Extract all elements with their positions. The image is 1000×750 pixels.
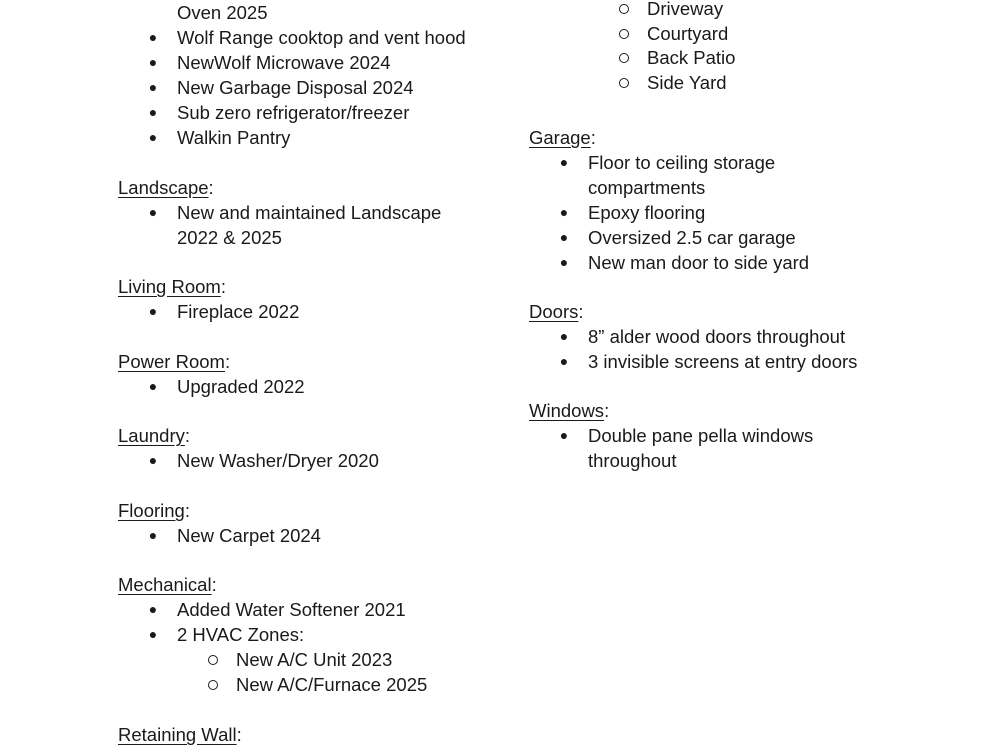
bullet-icon: ● <box>559 427 569 443</box>
bullet-icon: ● <box>148 104 158 120</box>
bullet-icon: ● <box>148 129 158 145</box>
bullet-icon: ● <box>148 204 158 220</box>
bullet-icon: ● <box>559 328 569 344</box>
bullet-icon: ● <box>148 54 158 70</box>
section-heading-living-room: Living Room: <box>118 276 226 297</box>
section-heading-power-room: Power Room: <box>118 351 231 372</box>
section-heading-windows: Windows: <box>529 400 610 421</box>
bullet-icon: ● <box>148 378 158 394</box>
bullet-icon: ● <box>559 204 569 220</box>
bullet-icon: ● <box>148 452 158 468</box>
circle-bullet-icon <box>617 0 631 21</box>
section-heading-laundry: Laundry: <box>118 425 190 446</box>
bullet-icon: ● <box>148 303 158 319</box>
circle-bullet-icon <box>206 672 220 697</box>
bullet-icon: ● <box>148 527 158 543</box>
section-heading-landscape: Landscape: <box>118 177 214 198</box>
circle-bullet-icon <box>617 70 631 95</box>
circle-bullet-icon <box>617 21 631 46</box>
bullet-icon: ● <box>559 353 569 369</box>
bullet-icon: ● <box>148 29 158 45</box>
circle-bullet-icon <box>617 45 631 70</box>
bullet-icon: ● <box>148 79 158 95</box>
section-heading-doors: Doors: <box>529 301 584 322</box>
section-heading-flooring: Flooring: <box>118 500 190 521</box>
section-heading-mechanical: Mechanical: <box>118 574 217 595</box>
circle-bullet-icon <box>206 647 220 672</box>
bullet-icon: ● <box>148 626 158 642</box>
section-heading-garage: Garage: <box>529 127 596 148</box>
bullet-icon: ● <box>559 229 569 245</box>
section-heading-retaining-wall: Retaining Wall: <box>118 724 242 745</box>
bullet-icon: ● <box>559 154 569 170</box>
bullet-icon: ● <box>148 601 158 617</box>
bullet-icon: ● <box>559 254 569 270</box>
